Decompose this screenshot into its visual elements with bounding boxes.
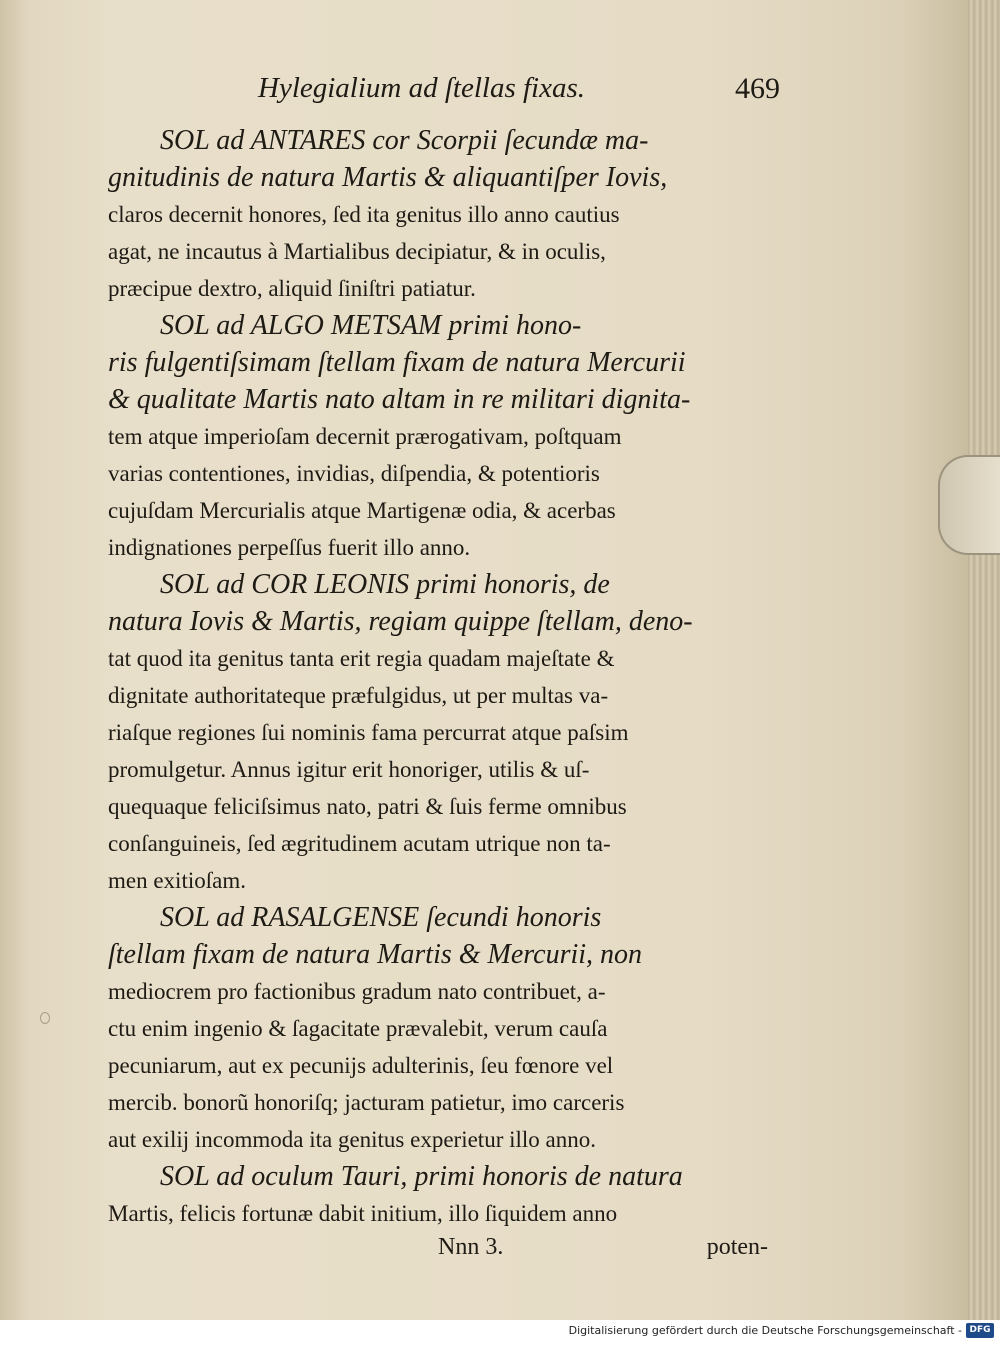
text-line: natura Iovis & Martis, regiam quippe ſtellam, deno- (108, 606, 693, 637)
credit-text: Digitalisierung gefördert durch die Deutsche Forschungsgemeinschaft - (568, 1324, 962, 1337)
dfg-logo: DFG (966, 1323, 994, 1338)
running-head (108, 72, 780, 122)
text-line: quequaque feliciſsimus nato, patri & ſuis ferme omnibus (108, 794, 627, 819)
text-line: conſanguineis, ſed ægritudinem acutam utrique non ta- (108, 831, 611, 856)
running-head-title: Hylegialium ad ſtellas fixas. (258, 72, 586, 104)
text-line: tat quod ita genitus tanta erit regia quadam majeſtate & (108, 646, 615, 671)
text-line: SOL ad RASALGENSE ſecundi honoris (160, 902, 602, 933)
page-edges (968, 0, 1000, 1320)
text-line: SOL ad ALGO METSAM primi hono- (160, 310, 582, 341)
text-line: indignationes perpeſſus fuerit illo anno. (108, 535, 471, 560)
page-footer (108, 1234, 768, 1274)
text-line: varias contentiones, invidias, diſpendia, & potentioris (108, 461, 600, 486)
text-block (108, 72, 780, 1274)
paragraph (108, 307, 768, 566)
text-line: dignitate authoritateque præfulgidus, ut per multas va- (108, 683, 609, 708)
text-line: cujuſdam Mercurialis atque Martigenæ odia, & acerbas (108, 498, 616, 523)
text-line: SOL ad COR LEONIS primi honoris, de (160, 569, 610, 600)
paragraph (108, 566, 768, 899)
text-line: tem atque imperioſam decernit prærogativam, poſtquam (108, 424, 622, 449)
text-line: pecuniarum, aut ex pecunijs adulterinis, ſeu fœnore vel (108, 1053, 614, 1078)
text-line: mercib. bonorũ honoriſq; jacturam patietur, imo carceris (108, 1090, 625, 1115)
text-line: ris fulgentiſsimam ſtellam fixam de natura Mercurii (108, 347, 686, 378)
text-line: mediocrem pro factionibus gradum nato contribuet, a- (108, 979, 606, 1004)
text-line: SOL ad oculum Tauri, primi honoris de natura (160, 1161, 683, 1192)
text-line: gnitudinis de natura Martis & aliquantiſper Iovis, (108, 162, 668, 193)
text-line: præcipue dextro, aliquid ſiniſtri patiatur. (108, 276, 476, 301)
signature-mark: Nnn 3. (438, 1234, 504, 1260)
body-text (108, 122, 768, 1232)
text-line: men exitioſam. (108, 868, 246, 893)
text-line: agat, ne incautus à Martialibus decipiatur, & in oculis, (108, 239, 606, 264)
page-number: 469 (735, 72, 780, 105)
paragraph (108, 122, 768, 307)
credit-bar (0, 1320, 1000, 1345)
text-line: claros decernit honores, ſed ita genitus illo anno cautius (108, 202, 620, 227)
text-line: ſtellam fixam de natura Martis & Mercurii, non (108, 939, 643, 970)
text-line: ctu enim ingenio & ſagacitate prævalebit, verum cauſa (108, 1016, 608, 1041)
text-line: aut exilij incommoda ita genitus experietur illo anno. (108, 1127, 596, 1152)
text-line: & qualitate Martis nato altam in re militari dignita- (108, 384, 691, 415)
text-line: promulgetur. Annus igitur erit honoriger, utilis & uſ- (108, 757, 590, 782)
text-line: riaſque regiones ſui nominis fama percurrat atque paſsim (108, 720, 629, 745)
paragraph (108, 1158, 768, 1232)
paragraph (108, 899, 768, 1158)
text-line: SOL ad ANTARES cor Scorpii ſecundæ ma- (160, 125, 649, 156)
catchword: poten- (706, 1234, 768, 1260)
text-line: Martis, felicis fortunæ dabit initium, illo ſiquidem anno (108, 1201, 618, 1226)
paper-hole (40, 1012, 50, 1024)
page-turn-handle[interactable] (938, 455, 1000, 555)
